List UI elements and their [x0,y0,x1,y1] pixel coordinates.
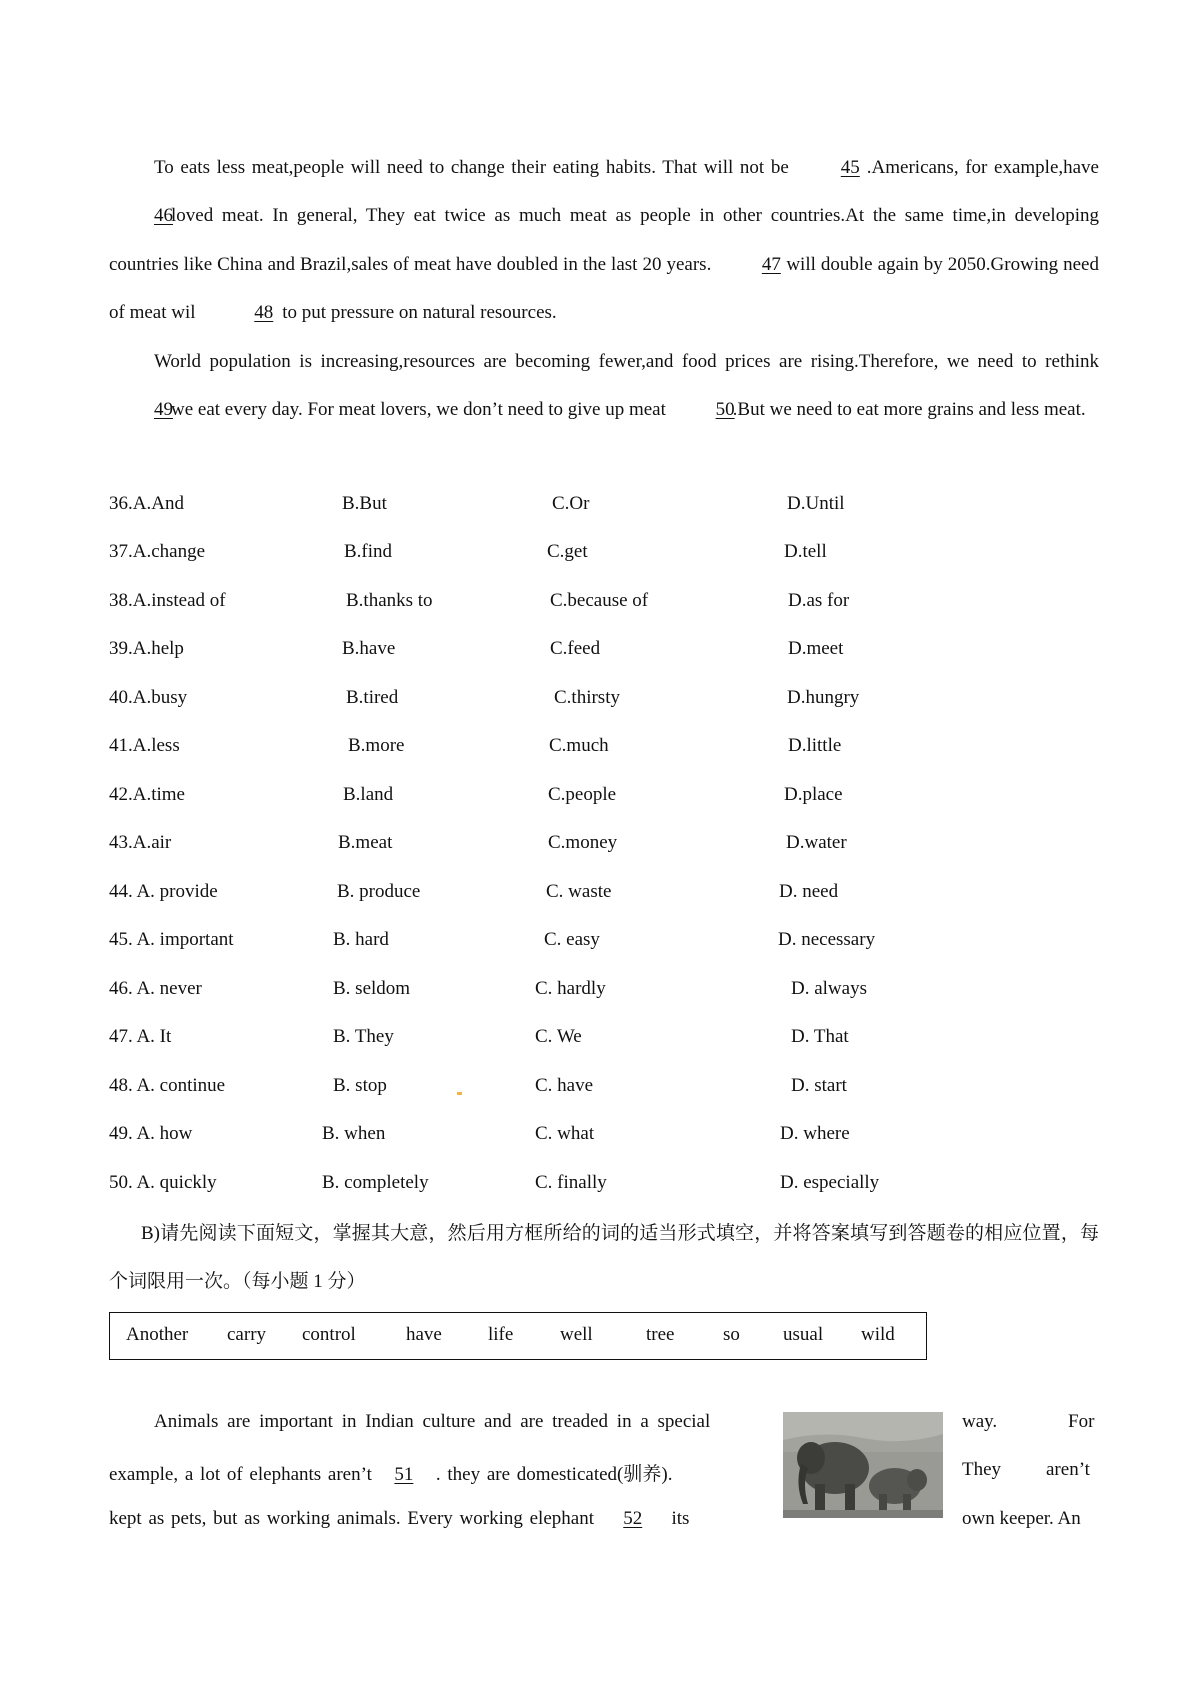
option-row [0,687,1200,717]
word-item: well [560,1324,593,1345]
blank-49: 49 [154,399,173,421]
option-c: C. We [535,1026,582,1047]
option-c: C.much [549,735,609,756]
option-d: D. always [791,978,867,999]
para1-text-1: To eats less meat,people will need to change their eating habits. That will not be [154,157,789,178]
option-c: C. easy [544,929,600,950]
option-d: D.tell [784,541,827,562]
option-row [0,784,1200,814]
option-c: C.thirsty [554,687,620,708]
option-a: 42.A.time [109,784,185,805]
option-c: C.money [548,832,618,853]
option-b: B.find [344,541,393,562]
option-row [0,881,1200,911]
option-b: B. completely [322,1172,429,1193]
para3-line1-left: Animals are important in Indian culture and are treaded in a special [154,1411,711,1432]
para1-text-2: .Americans, for example,have [866,157,1099,178]
option-d: D. start [791,1075,847,1096]
option-a: 36.A.And [109,493,184,514]
option-row [0,978,1200,1008]
option-d: D.place [784,784,843,805]
option-d: D. need [779,881,839,902]
para3-line1-right-b: For [1068,1411,1095,1432]
section-b-text: B)请先阅读下面短文，掌握其大意，然后用方框所给的词的适当形式填空，并将答案填写到答题卷的相应位置，每个词限用一次。（每小题 1 分） [109,1223,1099,1292]
word-item: control [302,1324,356,1345]
option-d: D. where [780,1123,850,1144]
para3-line3-text-b: its [671,1508,690,1529]
option-a: 46. A. never [109,978,202,999]
para2-text-2: we eat every day. For meat lovers, we don’t need to give up meat [171,399,671,421]
option-d: D.meet [788,638,844,659]
option-b: B. They [333,1026,394,1047]
word-item: wild [861,1324,895,1345]
para1-text-4: will double again by 2050.Growing need of meat wil [109,253,1099,324]
word-item: life [488,1324,514,1345]
para3-line2-text-b: . they are domesticated(驯养). [435,1464,673,1485]
option-a: 38.A.instead of [109,590,226,611]
para3-line2-left [109,1459,672,1486]
word-item: tree [646,1324,675,1345]
blank-46: 46 [154,205,173,227]
option-d: D. necessary [778,929,876,950]
option-b: B. seldom [333,978,411,999]
option-b: B.meat [338,832,393,853]
option-row [0,493,1200,523]
option-b: B. hard [333,929,389,950]
para3-line1-right-a: way. [962,1411,998,1432]
option-row [0,1123,1200,1153]
para3-line2-text-a: example, a lot of elephants aren’t [109,1464,372,1485]
option-row [0,1026,1200,1056]
para3-line3-text-a: kept as pets, but as working animals. Every working elephant [109,1508,594,1529]
paragraph-1 [109,144,1099,338]
option-b: B. stop [333,1075,387,1096]
option-row [0,735,1200,765]
blank-50: 50 [715,399,735,421]
option-d: D.as for [788,590,850,611]
option-c: C.Or [552,493,590,514]
blank-45: 45 [840,157,860,178]
option-b: B.more [348,735,405,756]
word-item: usual [783,1324,824,1345]
para3-line3-right: own keeper. An [962,1508,1081,1529]
option-a: 49. A. how [109,1123,193,1144]
option-d: D.water [786,832,847,853]
para3-line2-right-a: They [962,1459,1002,1480]
paragraph-2 [109,338,1099,435]
option-row [0,541,1200,571]
option-c: C.feed [550,638,601,659]
option-d: D.little [788,735,842,756]
para2-text-3: .But we need to eat more grains and less meat. [732,399,1086,421]
word-item: have [406,1324,442,1345]
option-row [0,1075,1200,1105]
word-item: carry [227,1324,267,1345]
para3-line3-left [109,1508,689,1530]
option-c: C. hardly [535,978,606,999]
word-item: Another [126,1324,189,1345]
option-a: 44. A. provide [109,881,218,902]
option-b: B.thanks to [346,590,433,611]
stray-mark [457,1092,462,1095]
option-b: B.But [342,493,387,514]
option-row [0,832,1200,862]
option-c: C. have [535,1075,594,1096]
option-a: 43.A.air [109,832,172,853]
para2-text-1: World population is increasing,resources are becoming fewer,and food prices are rising.Therefore, we need to rethink [154,351,1099,372]
option-b: B. when [322,1123,386,1144]
option-c: C.people [548,784,617,805]
option-a: 47. A. It [109,1026,172,1047]
option-row [0,638,1200,668]
para1-text-3: loved meat. In general, They eat twice as much meat as people in other countries.At the same time,in developing countries like China and Brazil,sales of meat have doubled in the last 20 years. [109,205,1099,275]
option-a: 37.A.change [109,541,206,562]
word-box [109,1312,927,1360]
option-b: B.tired [346,687,399,708]
section-b-instruction [109,1210,1099,1306]
option-a: 48. A. continue [109,1075,226,1096]
option-c: C. finally [535,1172,607,1193]
option-a: 50. A. quickly [109,1172,217,1193]
option-a: 41.A.less [109,735,180,756]
blank-52: 52 [623,1508,643,1529]
option-b: B.have [342,638,396,659]
option-a: 40.A.busy [109,687,188,708]
elephant-photo [783,1412,943,1518]
option-c: C. what [535,1123,595,1144]
blank-47: 47 [761,253,781,275]
word-item: so [723,1324,740,1345]
option-row [0,1172,1200,1202]
option-d: D.hungry [787,687,860,708]
option-c: C.because of [550,590,649,611]
option-d: D. That [791,1026,849,1047]
blank-48: 48 [254,302,274,324]
blank-51: 51 [394,1464,414,1485]
option-a: 45. A. important [109,929,234,950]
option-row [0,929,1200,959]
para1-text-5: to put pressure on natural resources. [282,302,557,324]
option-row [0,590,1200,620]
option-b: B. produce [337,881,421,902]
option-b: B.land [343,784,394,805]
option-c: C. waste [546,881,612,902]
option-d: D.Until [787,493,845,514]
option-a: 39.A.help [109,638,184,659]
para3-line2-right-b: aren’t [1046,1459,1090,1480]
option-d: D. especially [780,1172,880,1193]
option-c: C.get [547,541,588,562]
